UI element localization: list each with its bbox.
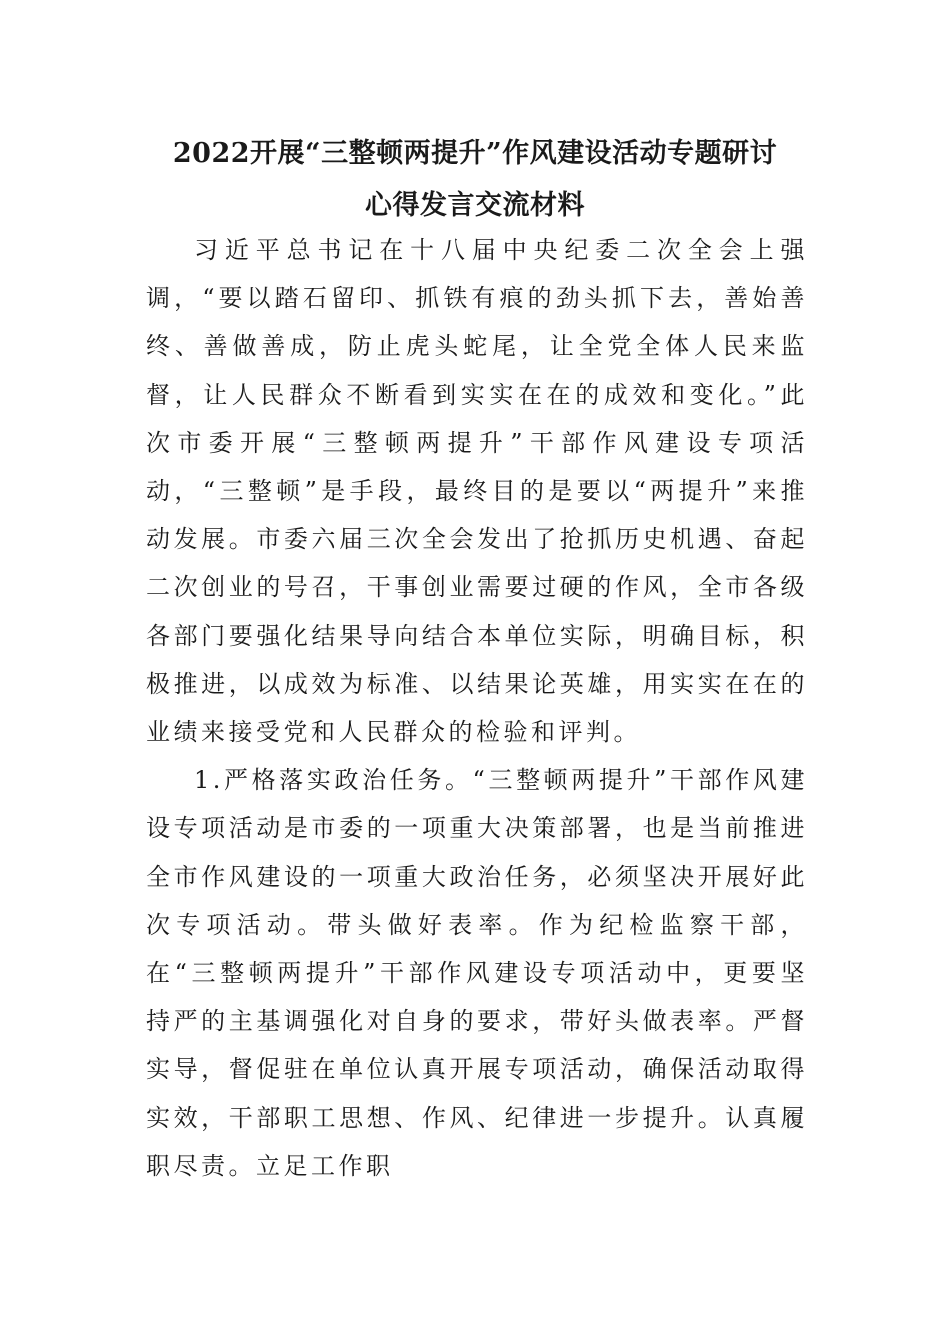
title-line-1: 2022开展“三整顿两提升”作风建设活动专题研讨 [172, 138, 778, 169]
document-title [100, 128, 850, 232]
paragraph-point-1: 1.严格落实政治任务。“三整顿两提升”干部作风建设专项活动是市委的一项重大决策部署，也是当前推进全市作风建设的一项重大政治任务，必须坚决开展好此次专项活动。带头做好表率。作为纪检监察干部，在“三整顿两提升”干部作风建设专项活动中，更要坚持严的主基调强化对自身的要求，带好头做表率。严督实导，督促驻在单位认真开展专项活动，确保活动取得实效，干部职工思想、作风、纪律进一步提升。认真履职尽责。立足工作职 [146, 766, 808, 1180]
title-line-2: 心得发言交流材料 [365, 190, 585, 221]
document-body [146, 226, 808, 1190]
paragraph-intro: 习近平总书记在十八届中央纪委二次全会上强调，“要以踏石留印、抓铁有痕的劲头抓下去，善始善终、善做善成，防止虎头蛇尾，让全党全体人民来监督，让人民群众不断看到实实在在的成效和变化。”此次市委开展“三整顿两提升”干部作风建设专项活动，“三整顿”是手段，最终目的是要以“两提升”来推动发展。市委六届三次全会发出了抢抓历史机遇、奋起二次创业的号召，干事创业需要过硬的作风，全市各级各部门要强化结果导向结合本单位实际，明确目标，积极推进，以成效为标准、以结果论英雄，用实实在在的业绩来接受党和人民群众的检验和评判。 [146, 236, 808, 747]
